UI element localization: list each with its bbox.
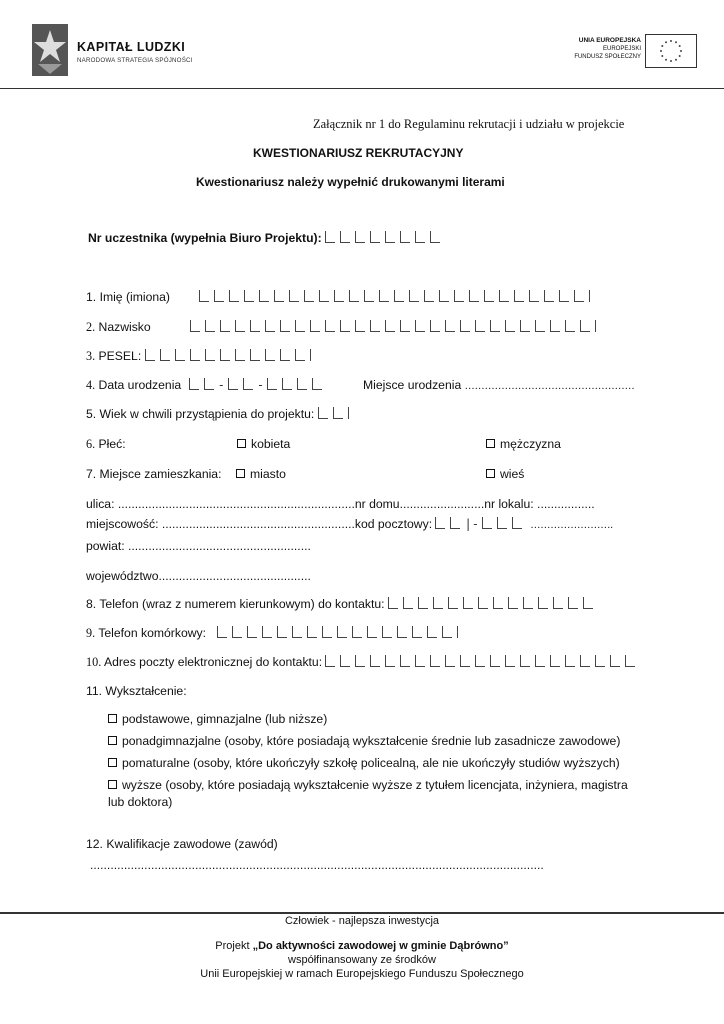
email-number: 10. bbox=[86, 655, 102, 669]
footer-project-name: „Do aktywności zawodowej w gminie Dąbrówno” bbox=[252, 940, 509, 952]
residence-city-option[interactable] bbox=[236, 467, 286, 481]
annex-note: Załącznik nr 1 do Regulaminu rekrutacji i udziału w projekcie bbox=[313, 117, 625, 131]
residence-city-label: miasto bbox=[250, 467, 286, 481]
mobile-label: Telefon komórkowy: bbox=[98, 626, 207, 640]
logo-subtitle: NARODOWA STRATEGIA SPÓJNOŚCI bbox=[77, 57, 193, 64]
pesel-number: 3. bbox=[86, 349, 96, 363]
education-postsecondary-label: pomaturalne (osoby, które ukończyły szkołę policealną, ale nie ukończyły studiów wyższych) bbox=[122, 756, 620, 770]
gender-number: 6. bbox=[86, 437, 96, 451]
phone-label: 8. Telefon (wraz z numerem kierunkowym) do kontaktu: bbox=[86, 597, 385, 611]
birth-date-number: 4. bbox=[86, 378, 96, 392]
first-name-row bbox=[86, 290, 170, 304]
gender-male-checkbox[interactable] bbox=[486, 439, 495, 448]
education-secondary-checkbox[interactable] bbox=[108, 736, 117, 745]
education-primary-label: podstawowe, gimnazjalne (lub niższe) bbox=[122, 712, 328, 726]
footer-project-row bbox=[0, 940, 724, 952]
first-name-number: 1. bbox=[86, 290, 97, 304]
pesel-row bbox=[86, 349, 311, 364]
age-label: 5. Wiek w chwili przystąpienia do projektu: bbox=[86, 407, 315, 421]
education-label: 11. Wykształcenie: bbox=[86, 684, 187, 698]
postal-tail: ……………………. bbox=[530, 520, 613, 531]
email-label: Adres poczty elektronicznej do kontaktu: bbox=[103, 655, 323, 669]
eu-line-3: FUNDUSZ SPOŁECZNY bbox=[574, 54, 641, 60]
gender-female-option[interactable] bbox=[237, 437, 290, 451]
education-postsecondary-checkbox[interactable] bbox=[108, 758, 117, 767]
surname-row bbox=[86, 320, 151, 335]
logo-title: KAPITAŁ LUDZKI bbox=[77, 40, 186, 54]
eu-line-2: EUROPEJSKI bbox=[602, 46, 641, 52]
surname-label: Nazwisko bbox=[98, 320, 151, 334]
qualifications-label: 12. Kwalifikacje zawodowe (zawód) bbox=[86, 837, 278, 851]
birth-date-boxes[interactable]: - - bbox=[189, 378, 327, 392]
gender-female-checkbox[interactable] bbox=[237, 439, 246, 448]
education-higher-checkbox[interactable] bbox=[108, 780, 117, 789]
pesel-boxes[interactable] bbox=[145, 349, 311, 363]
participant-number-label: Nr uczestnika (wypełnia Biuro Projektu): bbox=[88, 231, 322, 245]
form-title: KWESTIONARIUSZ REKRUTACYJNY bbox=[253, 146, 464, 160]
header-divider bbox=[0, 88, 724, 89]
first-name-boxes[interactable] bbox=[199, 290, 590, 304]
birthplace-label: Miejsce urodzenia bbox=[363, 378, 462, 392]
voivodeship-line[interactable]: województwo............................................. bbox=[86, 569, 311, 583]
postal-code-boxes[interactable]: |- bbox=[435, 517, 526, 531]
qualifications-field[interactable]: ...................................................................................................................................... bbox=[90, 858, 544, 872]
footer-project-prefix: Projekt bbox=[215, 940, 253, 952]
email-row bbox=[86, 655, 640, 670]
footer-eu-funds: Unii Europejskiej w ramach Europejskiego Funduszu Społecznego bbox=[200, 968, 524, 980]
gender-male-option[interactable] bbox=[486, 437, 561, 451]
residence-label: 7. Miejsce zamieszkania: bbox=[86, 467, 222, 481]
gender-female-label: kobieta bbox=[251, 437, 291, 451]
town-label[interactable]: miejscowość: .........................................................kod pocztowy: bbox=[86, 517, 433, 531]
birth-date-label: Data urodzenia bbox=[98, 378, 182, 392]
footer-motto: Człowiek - najlepsza inwestycja bbox=[284, 915, 440, 927]
first-name-label: Imię (imiona) bbox=[99, 290, 170, 304]
mobile-boxes[interactable] bbox=[217, 626, 458, 640]
footer-divider bbox=[0, 912, 724, 914]
gender-male-label: mężczyzna bbox=[500, 437, 561, 451]
birth-date-row bbox=[86, 378, 327, 393]
residence-village-label: wieś bbox=[500, 467, 525, 481]
kapital-ludzki-emblem-icon bbox=[32, 24, 68, 76]
town-postal-row bbox=[86, 517, 613, 531]
education-option-secondary[interactable] bbox=[108, 734, 620, 748]
education-secondary-label: ponadgimnazjalne (osoby, które posiadają wykształcenie średnie lub zasadnicze zawodowe) bbox=[122, 734, 621, 748]
birthplace-row bbox=[363, 378, 635, 392]
footer-cofinanced: współfinansowany ze środków bbox=[288, 954, 436, 966]
education-option-primary[interactable] bbox=[108, 712, 327, 726]
mobile-number: 9. bbox=[86, 626, 96, 640]
gender-row bbox=[86, 437, 126, 452]
street-line[interactable]: ulica: ......................................................................nr domu.........................nr lokalu: ................. bbox=[86, 497, 595, 511]
residence-city-checkbox[interactable] bbox=[236, 469, 245, 478]
education-higher-label-cont: lub doktora) bbox=[108, 795, 173, 809]
residence-village-checkbox[interactable] bbox=[486, 469, 495, 478]
age-row bbox=[86, 407, 349, 421]
mobile-row bbox=[86, 626, 458, 641]
education-primary-checkbox[interactable] bbox=[108, 714, 117, 723]
participant-number-row bbox=[88, 231, 445, 245]
education-higher-label: wyższe (osoby, które posiadają wykształcenie wyższe z tytułem licencjata, inżyniera, magistra bbox=[122, 778, 628, 792]
participant-number-boxes[interactable] bbox=[325, 231, 445, 245]
eu-line-1: UNIA EUROPEJSKA bbox=[578, 37, 641, 44]
pesel-label: PESEL: bbox=[98, 349, 142, 363]
birthplace-field[interactable]: …………………………………………… bbox=[464, 381, 635, 392]
surname-boxes[interactable] bbox=[190, 320, 596, 334]
phone-boxes[interactable] bbox=[388, 597, 598, 611]
education-option-higher[interactable] bbox=[108, 778, 628, 792]
eu-flag-icon bbox=[645, 34, 697, 68]
phone-row bbox=[86, 597, 598, 611]
residence-village-option[interactable] bbox=[486, 467, 524, 481]
form-subtitle: Kwestionariusz należy wypełnić drukowanymi literami bbox=[196, 175, 505, 189]
email-boxes[interactable] bbox=[325, 655, 640, 669]
education-option-postsecondary[interactable] bbox=[108, 756, 620, 770]
age-boxes[interactable] bbox=[318, 407, 349, 421]
surname-number: 2. bbox=[86, 320, 96, 334]
gender-label: Płeć: bbox=[98, 437, 126, 451]
county-line[interactable]: powiat: ...................................................... bbox=[86, 539, 311, 553]
